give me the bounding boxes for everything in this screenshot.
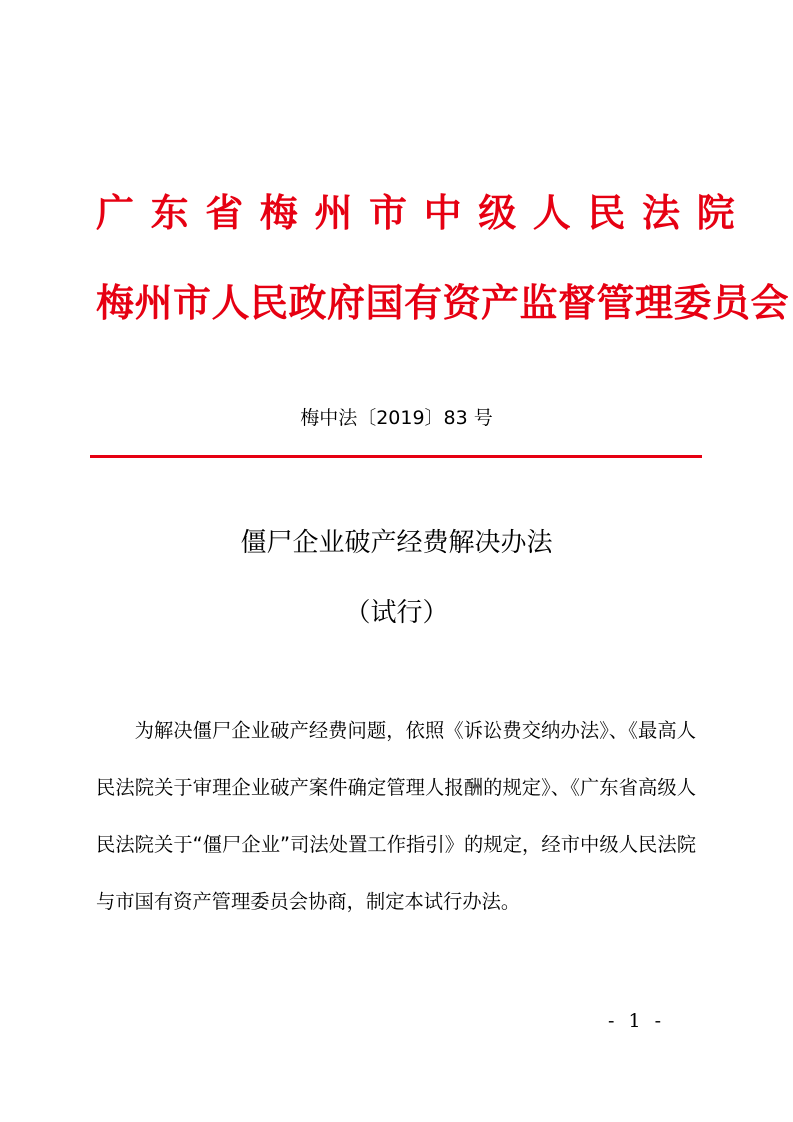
document-subtitle: （试行） [344,598,449,628]
body-paragraph: 为解决僵尸企业破产经费问题，依照《诉讼费交纳办法》、《最高人民法院关于审理企业破产案件确定管理人报酬的规定》、《广东省高级人民法院关于“僵尸企业”司法处置工作指引》的规定，经市中级人民法院与市国有资产管理委员会协商，制定本试行办法。 [96,719,696,913]
document-number: 梅中法〔2019〕83 号 [300,407,493,429]
red-divider-line [90,455,702,458]
page-number: - 1 - [608,1010,666,1032]
issuer-court-name: 广东省梅州市中级人民法院 [96,191,752,235]
issuer-sasac-name: 梅州市人民政府国有资产监督管理委员会 [96,281,790,325]
document-title: 僵尸企业破产经费解决办法 [240,528,553,558]
